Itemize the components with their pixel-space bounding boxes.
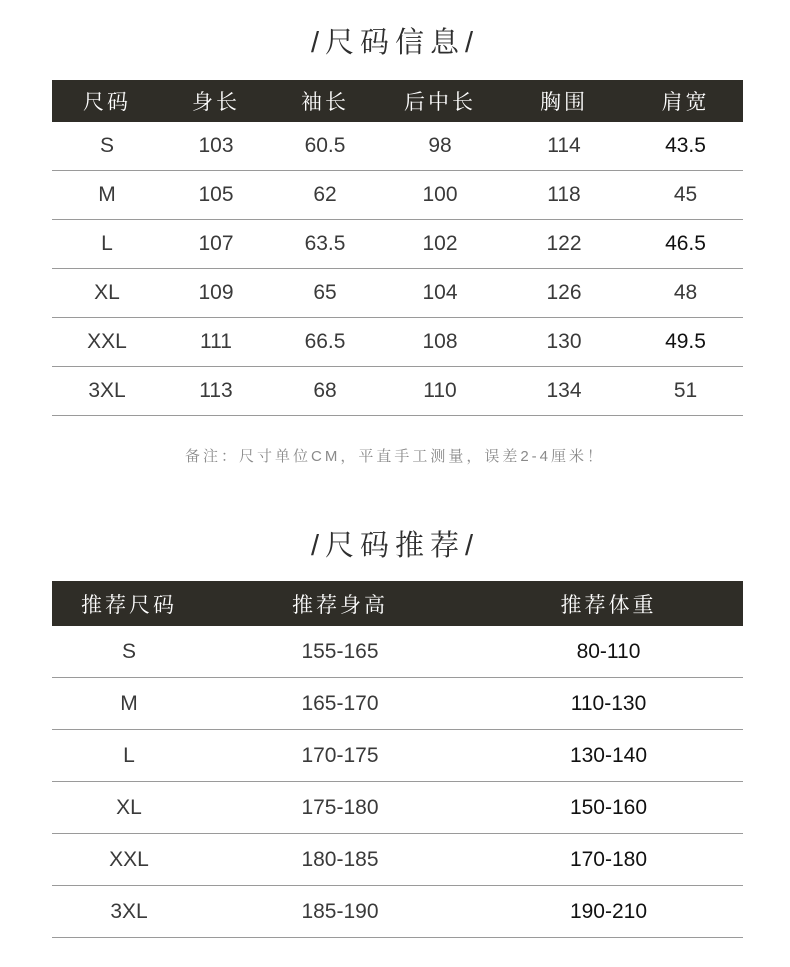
cell-height: 175-180 bbox=[206, 782, 474, 834]
table-row bbox=[52, 834, 743, 886]
cell-body-length: 105 bbox=[162, 171, 270, 220]
cell-size: S bbox=[52, 122, 162, 171]
header-recommend-size: 推荐尺码 bbox=[52, 581, 206, 626]
cell-height: 165-170 bbox=[206, 678, 474, 730]
cell-chest: 122 bbox=[500, 220, 628, 269]
cell-weight: 150-160 bbox=[474, 782, 743, 834]
table-row bbox=[52, 678, 743, 730]
size-recommend-table bbox=[52, 581, 743, 938]
cell-weight: 80-110 bbox=[474, 626, 743, 678]
cell-back-length: 104 bbox=[380, 269, 500, 318]
cell-height: 170-175 bbox=[206, 730, 474, 782]
size-info-table bbox=[52, 80, 743, 416]
cell-height: 155-165 bbox=[206, 626, 474, 678]
table-row bbox=[52, 782, 743, 834]
cell-weight: 130-140 bbox=[474, 730, 743, 782]
cell-back-length: 108 bbox=[380, 318, 500, 367]
cell-body-length: 109 bbox=[162, 269, 270, 318]
header-shoulder: 肩宽 bbox=[628, 80, 743, 122]
table-row bbox=[52, 730, 743, 782]
table-header-row bbox=[52, 80, 743, 122]
cell-chest: 114 bbox=[500, 122, 628, 171]
cell-body-length: 103 bbox=[162, 122, 270, 171]
cell-height: 185-190 bbox=[206, 886, 474, 938]
cell-size: M bbox=[52, 678, 206, 730]
table-row bbox=[52, 269, 743, 318]
table-row bbox=[52, 626, 743, 678]
cell-shoulder: 51 bbox=[628, 367, 743, 416]
header-body-length: 身长 bbox=[162, 80, 270, 122]
header-size: 尺码 bbox=[52, 80, 162, 122]
cell-size: XXL bbox=[52, 318, 162, 367]
header-chest: 胸围 bbox=[500, 80, 628, 122]
cell-back-length: 98 bbox=[380, 122, 500, 171]
cell-size: S bbox=[52, 626, 206, 678]
cell-chest: 134 bbox=[500, 367, 628, 416]
cell-body-length: 111 bbox=[162, 318, 270, 367]
cell-size: XL bbox=[52, 782, 206, 834]
cell-back-length: 102 bbox=[380, 220, 500, 269]
table-row bbox=[52, 367, 743, 416]
cell-sleeve-length: 60.5 bbox=[270, 122, 380, 171]
cell-shoulder: 48 bbox=[628, 269, 743, 318]
cell-shoulder: 43.5 bbox=[628, 122, 743, 171]
size-info-title: /尺码信息/ bbox=[310, 27, 480, 59]
cell-size: XL bbox=[52, 269, 162, 318]
cell-shoulder: 45 bbox=[628, 171, 743, 220]
cell-body-length: 113 bbox=[162, 367, 270, 416]
header-recommend-weight: 推荐体重 bbox=[474, 581, 743, 626]
cell-chest: 130 bbox=[500, 318, 628, 367]
header-back-length: 后中长 bbox=[380, 80, 500, 122]
cell-sleeve-length: 62 bbox=[270, 171, 380, 220]
cell-size: L bbox=[52, 220, 162, 269]
cell-size: L bbox=[52, 730, 206, 782]
header-sleeve-length: 袖长 bbox=[270, 80, 380, 122]
table-row bbox=[52, 886, 743, 938]
recommend-title: /尺码推荐/ bbox=[310, 530, 480, 562]
cell-shoulder: 46.5 bbox=[628, 220, 743, 269]
cell-height: 180-185 bbox=[206, 834, 474, 886]
table-row bbox=[52, 122, 743, 171]
cell-sleeve-length: 65 bbox=[270, 269, 380, 318]
table-row bbox=[52, 220, 743, 269]
cell-chest: 118 bbox=[500, 171, 628, 220]
cell-sleeve-length: 68 bbox=[270, 367, 380, 416]
cell-size: 3XL bbox=[52, 886, 206, 938]
measurement-note: 备注：尺寸单位CM，平直手工测量，误差2-4厘米！ bbox=[184, 448, 605, 465]
header-recommend-height: 推荐身高 bbox=[206, 581, 474, 626]
cell-shoulder: 49.5 bbox=[628, 318, 743, 367]
cell-back-length: 100 bbox=[380, 171, 500, 220]
cell-size: 3XL bbox=[52, 367, 162, 416]
cell-weight: 170-180 bbox=[474, 834, 743, 886]
cell-body-length: 107 bbox=[162, 220, 270, 269]
cell-size: XXL bbox=[52, 834, 206, 886]
table-row bbox=[52, 318, 743, 367]
table-row bbox=[52, 171, 743, 220]
cell-chest: 126 bbox=[500, 269, 628, 318]
cell-weight: 110-130 bbox=[474, 678, 743, 730]
table-header-row bbox=[52, 581, 743, 626]
cell-size: M bbox=[52, 171, 162, 220]
cell-sleeve-length: 63.5 bbox=[270, 220, 380, 269]
cell-back-length: 110 bbox=[380, 367, 500, 416]
cell-weight: 190-210 bbox=[474, 886, 743, 938]
cell-sleeve-length: 66.5 bbox=[270, 318, 380, 367]
